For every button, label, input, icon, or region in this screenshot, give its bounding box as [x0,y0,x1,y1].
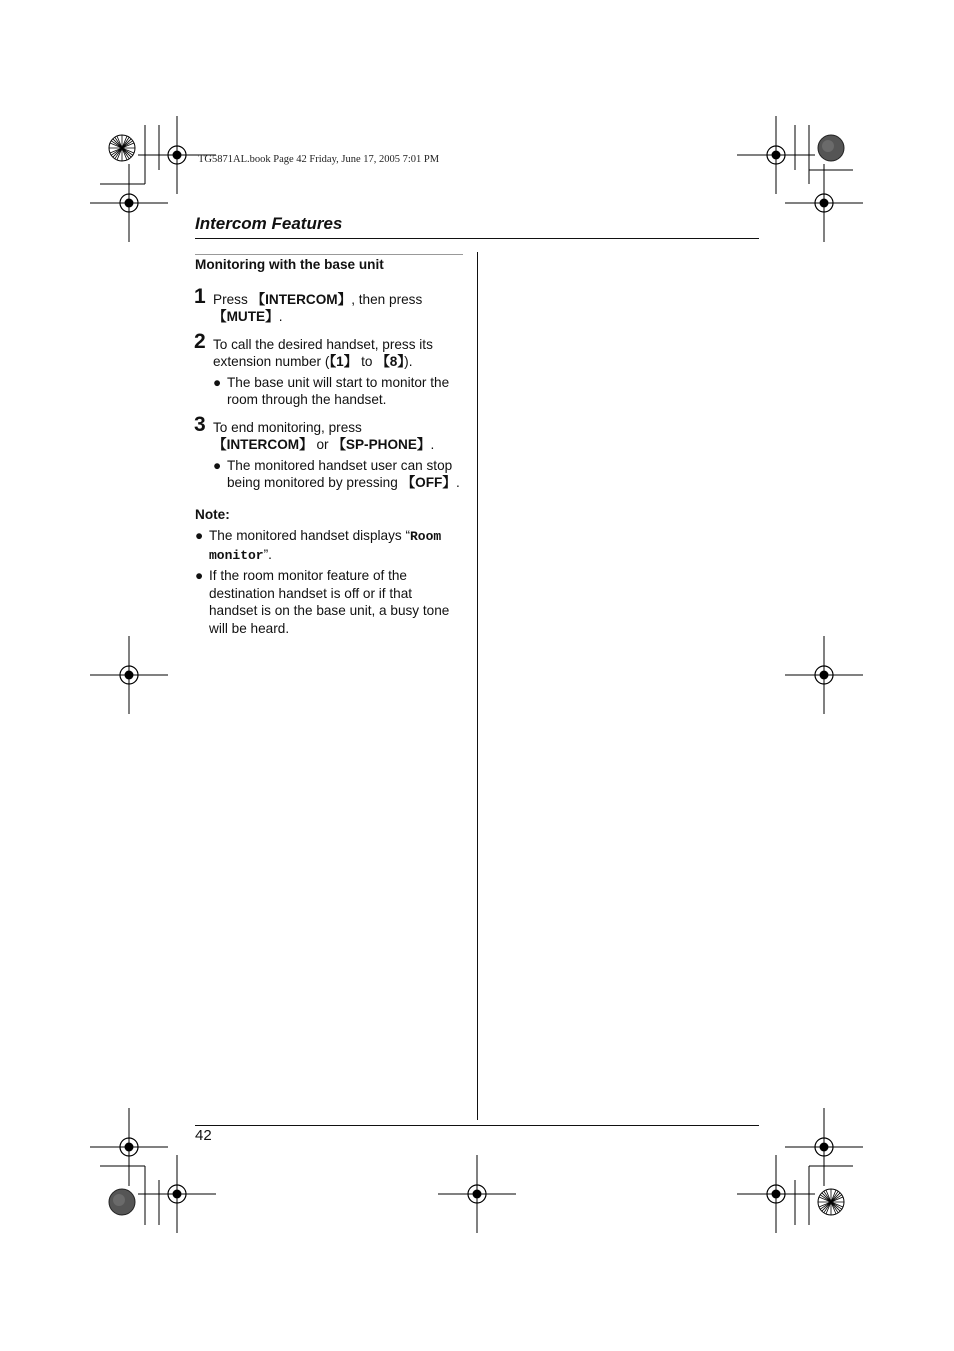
intercom-key-label: 【INTERCOM】 [251,291,352,307]
intercom-key-label: 【INTERCOM】 [213,437,313,452]
mute-key-label: 【MUTE】 [213,309,279,324]
note-text: If the room monitor feature of the destination handset is off or if that handset is on the base unit, a busy tone will be heard. [209,568,450,636]
step-text: To end monitoring, press [213,419,362,435]
step-text: , then press [351,291,423,307]
header-rule [195,238,759,239]
bullet-icon: ● [213,457,222,473]
step-bullet [213,457,463,492]
step-text: to [357,354,377,369]
bullet-text: . [455,475,460,490]
sp-phone-key-label: 【SP-PHONE】 [332,437,431,452]
note-text: The monitored handset displays “ [209,528,410,543]
step-text: To call the desired handset, press its extension number ( [213,336,433,369]
bullet-text: The base unit will start to monitor the room through the handset. [227,374,450,407]
subheading-rule [195,254,463,255]
display-text: Room monitor [209,529,442,563]
page-number: 42 [195,1127,212,1144]
section-title: Intercom Features [195,214,343,233]
key-8-label: 【8】 [376,354,405,369]
note-item [195,567,463,637]
note-heading: Note: [195,506,230,522]
bullet-icon: ● [213,374,222,390]
footer-rule [195,1125,759,1126]
left-column [195,256,463,640]
step-text: or [312,437,333,452]
step-number: 3 [194,412,206,436]
note-text: ”. [263,546,272,562]
step-2 [194,329,463,409]
step-text: Press [213,291,252,307]
step-number: 1 [194,284,206,308]
key-1-label: 【1】 [329,354,358,369]
subheading: Monitoring with the base unit [195,257,384,272]
off-key-label: 【OFF】 [401,475,456,490]
step-text: ). [404,354,413,369]
step-bullet [213,374,463,409]
step-1 [194,284,463,326]
file-info-stamp: TG5871AL.book Page 42 Friday, June 17, 2005 7:01 PM [198,154,440,165]
bullet-text: The monitored handset user can stop being monitored by pressing [227,457,453,490]
step-text: . [430,437,435,452]
step-3 [194,412,463,492]
step-text: . [278,309,283,324]
step-number: 2 [194,329,206,353]
column-divider [477,252,478,1120]
bullet-icon: ● [195,528,204,543]
note-item [195,527,463,564]
bullet-icon: ● [195,568,204,583]
